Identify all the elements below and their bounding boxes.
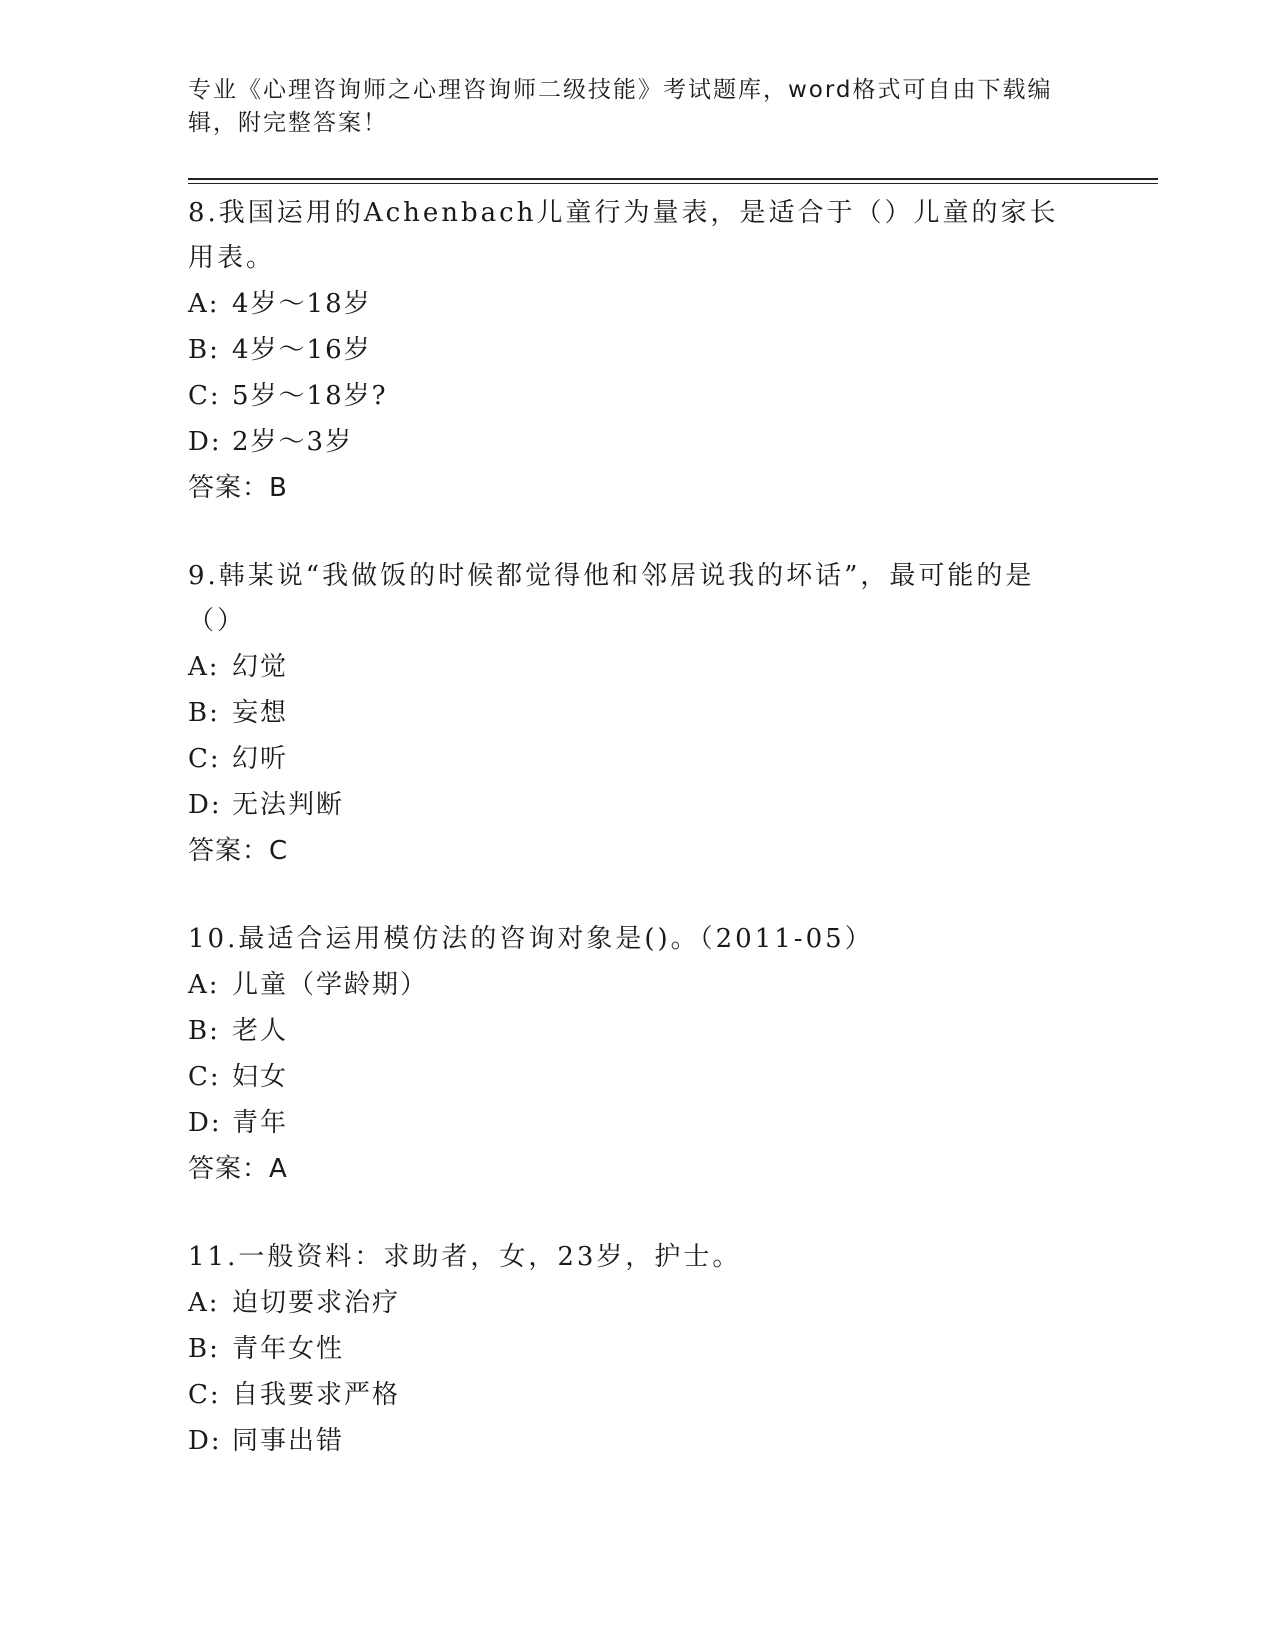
option-text: 同事出错 — [232, 1426, 345, 1456]
option-a — [188, 281, 1078, 327]
question-item — [188, 551, 1078, 874]
option-text: 4岁～16岁 — [232, 335, 372, 365]
option-b — [188, 1326, 1078, 1372]
option-letter: A: — [188, 1288, 220, 1318]
option-text: 青年 — [232, 1108, 289, 1138]
option-c — [188, 736, 1078, 782]
answer-line: 答案：A — [188, 1154, 288, 1184]
option-c — [188, 1054, 1078, 1100]
option-text: 老人 — [232, 1016, 289, 1046]
option-text: 自我要求严格 — [232, 1380, 401, 1410]
option-b — [188, 327, 1078, 373]
option-text: 迫切要求治疗 — [232, 1288, 401, 1318]
option-letter: C: — [188, 381, 221, 411]
option-a — [188, 962, 1078, 1008]
option-d — [188, 419, 1078, 465]
option-b — [188, 690, 1078, 736]
option-d — [188, 782, 1078, 828]
option-letter: B: — [188, 1334, 220, 1364]
option-letter: B: — [188, 335, 220, 365]
question-gap — [188, 511, 1078, 551]
answer-line: 答案：B — [188, 473, 288, 503]
option-b — [188, 1008, 1078, 1054]
question-stem: 10.最适合运用模仿法的咨询对象是()。（2011-05） — [188, 924, 874, 954]
option-letter: B: — [188, 698, 220, 728]
option-text: 无法判断 — [232, 790, 345, 820]
option-text: 幻觉 — [232, 652, 289, 682]
question-stem: 9.韩某说“我做饭的时候都觉得他和邻居说我的坏话”，最可能的是（） — [188, 561, 1035, 636]
question-gap — [188, 874, 1078, 914]
answer-line: 答案：C — [188, 836, 289, 866]
option-letter: C: — [188, 744, 221, 774]
option-a — [188, 644, 1078, 690]
question-item — [188, 188, 1078, 511]
document-header: 专业《心理咨询师之心理咨询师二级技能》考试题库，word格式可自由下载编辑，附完整答案！ — [188, 77, 1053, 136]
question-item — [188, 1232, 1078, 1464]
option-text: 儿童（学龄期） — [232, 970, 429, 1000]
option-letter: D: — [188, 790, 222, 820]
option-text: 4岁～18岁 — [232, 289, 372, 319]
option-c — [188, 373, 1078, 419]
option-text: 妄想 — [232, 698, 289, 728]
option-text: 青年女性 — [232, 1334, 345, 1364]
header-rule-thin — [188, 183, 1158, 184]
option-text: 妇女 — [232, 1062, 289, 1092]
question-list — [188, 188, 1078, 1464]
option-c — [188, 1372, 1078, 1418]
option-d — [188, 1418, 1078, 1464]
question-gap — [188, 1192, 1078, 1232]
question-item — [188, 914, 1078, 1192]
option-letter: D: — [188, 1108, 222, 1138]
option-letter: A: — [188, 970, 220, 1000]
option-letter: C: — [188, 1062, 221, 1092]
option-d — [188, 1100, 1078, 1146]
option-text: 5岁～18岁? — [232, 381, 388, 411]
option-text: 幻听 — [232, 744, 289, 774]
question-stem: 8.我国运用的Achenbach儿童行为量表，是适合于（）儿童的家长用表。 — [188, 198, 1059, 273]
option-letter: B: — [188, 1016, 220, 1046]
option-letter: A: — [188, 652, 220, 682]
header-rule-thick — [188, 178, 1158, 180]
option-letter: A: — [188, 289, 220, 319]
option-letter: C: — [188, 1380, 221, 1410]
option-a — [188, 1280, 1078, 1326]
option-text: 2岁～3岁 — [232, 427, 354, 457]
option-letter: D: — [188, 1426, 222, 1456]
option-letter: D: — [188, 427, 222, 457]
question-stem: 11.一般资料：求助者，女，23岁，护士。 — [188, 1242, 742, 1272]
